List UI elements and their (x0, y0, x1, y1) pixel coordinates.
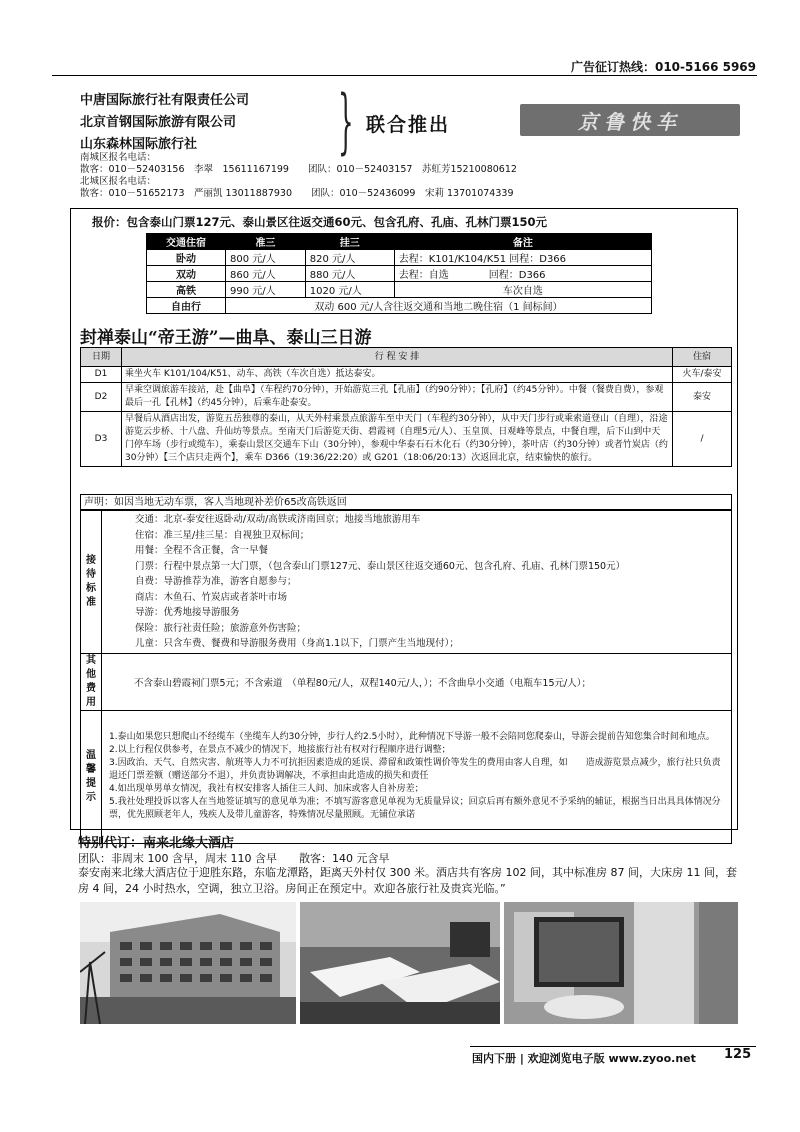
footer-divider (470, 1046, 756, 1047)
contact-line: 北城区报名电话： (80, 176, 157, 187)
free-travel-note: 双动 600 元/人含往返交通和当地二晚住宿（1 间标间） (226, 298, 652, 314)
itinerary-day: D2 (81, 383, 122, 412)
price-row (147, 282, 652, 298)
itinerary-header-row (81, 348, 732, 367)
standard-line: 儿童：只含车费、餐费和导游服务费用（身高1.1以下，门票产生当地现付）； (135, 638, 459, 649)
itinerary-stay: / (673, 412, 732, 467)
contact-line: 散客：010－51652173 严丽凯 13011887930 团队：010－52436099 宋莉 13701074339 (80, 188, 514, 199)
itinerary-day: D3 (81, 412, 122, 467)
price-header-row (147, 234, 652, 250)
price-row-label: 卧动 (147, 250, 226, 266)
price-zhun3: 860 元/人 (226, 266, 306, 282)
itinerary-header: 日期 (81, 348, 122, 367)
hotel-exterior-photo (80, 902, 296, 1024)
standard-line: 住宿：准三星/挂三星：自视独卫双标间； (135, 529, 310, 541)
hotel-photos (80, 902, 738, 1024)
hotel-description: 泰安南来北缘大酒店位于迎胜东路，东临龙潭路，距离天外村仅 300 米。酒店共有客房 102 间，其中标准房 87 间，大床房 11 间，套房 4 间，24 小时热水，空调，独立卫浴。房间正在预定中。欢迎各旅行社及贵宾光临。” (78, 866, 737, 895)
agency-name: 北京首钢国际旅游有限公司 (80, 115, 237, 130)
itinerary-plan: 早餐后从酒店出发，游览五岳独尊的泰山，从天外村乘景点旅游车至中天门（车程约30分钟），从中天门步行或乘索道登山（自理），沿途游览云步桥、十八盘、升仙坊等景点。至南天门后游览天街、碧霞祠（自理5元/人）、玉皇顶、日观峰等景点，中餐自理，后下山到中天门停车场（步行或缆车），乘泰山景区交通车下山（30分钟），参观中华泰石石木化石（约30分钟），茶叶店（约30分钟）或者竹炭店（约30分钟）【三个店只走两个】，乘车 D366（19:36/22:20）或 G201（18:06/20:13）次返回北京，结束愉快的旅行。 (122, 412, 673, 467)
contact-line: 南城区报名电话： (80, 152, 157, 163)
agency-name: 中唐国际旅行社有限责任公司 (80, 93, 250, 108)
itinerary-stay: 火车/泰安 (673, 367, 732, 383)
service-terms-table (80, 510, 732, 844)
tips-row (81, 710, 732, 843)
agency-list (80, 90, 249, 156)
itinerary-row (81, 383, 732, 412)
itinerary-row (81, 412, 732, 467)
agency-name: 山东森林国际旅行社 (80, 137, 198, 152)
special-booking-title: 特别代订：南来北缘大酒店 (78, 836, 235, 851)
price-header: 备注 (394, 234, 651, 250)
price-note: 去程：K101/K104/K51 回程：D366 (394, 250, 651, 266)
other-costs-label: 其 他 费 用 (81, 653, 102, 710)
page-number: 125 (724, 1047, 752, 1062)
tips-label: 温 馨 提 示 (81, 710, 102, 843)
price-gua3: 1020 元/人 (305, 282, 394, 298)
price-row (147, 266, 652, 282)
tip-line: 3.因政治、天气、自然灾害、航班等人力不可抗拒因素造成的延误、滞留和政策性调价等发生的费用由客人自理，如 造成游览景点减少，旅行社只负责退还门票差额（赠送部分不退），并负责协调解决，不承担由此造成的损失和责任 (109, 758, 721, 781)
footer-text: 国内下册 | 欢迎浏览电子版 www.zyoo.net (472, 1052, 696, 1065)
standard-line: 自费：导游推荐为准，游客自愿参与； (135, 576, 297, 587)
standard-line: 商店：木鱼石、竹炭店或者茶叶市场 (135, 591, 288, 603)
price-note: 车次自选 (394, 282, 651, 298)
price-row (147, 250, 652, 266)
tip-line: 5.我社处理投诉以客人在当地签证填写的意见单为准；不填写游客意见单视为无质量异议；回京后再有额外意见不予采纳的辅证，根据当日出具具体情况分票，优先照顾老年人，残疾人及带儿童游客，特殊情况尽量照顾。无铺位承诺 (109, 797, 721, 820)
price-header: 挂三 (305, 234, 394, 250)
brace-icon: } (338, 80, 354, 162)
contact-info (80, 152, 517, 200)
price-gua3: 820 元/人 (305, 250, 394, 266)
standards-label: 接 待 标 准 (81, 511, 102, 654)
standards-row (81, 511, 732, 654)
hotel-bathroom-photo (504, 902, 738, 1024)
itinerary-row (81, 367, 732, 383)
price-header: 准三 (226, 234, 306, 250)
price-row-label: 高铁 (147, 282, 226, 298)
contact-line: 散客：010－52403156 李翠 15611167199 团队：010－52403157 苏虹芳15210080612 (80, 164, 517, 175)
standard-line: 门票：行程中景点第一大门票，（包含泰山门票127元、泰山景区往返交通60元、包含孔府、孔庙、孔林门票150元） (135, 560, 626, 572)
itinerary-stay: 泰安 (673, 383, 732, 412)
price-note: 去程：自选 回程：D366 (394, 266, 651, 282)
price-title: 报价：包含泰山门票127元、泰山景区往返交通60元、包含孔府、孔庙、孔林门票150元 (92, 215, 548, 229)
special-booking-price: 团队：非周末 100 含早，周末 110 含早 散客：140 元含早 (78, 852, 390, 865)
tip-line: 2.以上行程仅供参考，在景点不减少的情况下，地接旅行社有权对行程顺序进行调整； (109, 745, 451, 755)
tip-line: 4.如出现单男单女情况，我社有权安排客人插住三人间、加床或客人自补房差； (109, 784, 424, 794)
price-table (146, 233, 652, 314)
standards-list (102, 511, 732, 654)
hotel-room-photo (300, 902, 500, 1024)
standard-line: 保险：旅行社责任险；旅游意外伤害险； (135, 622, 307, 634)
itinerary-plan: 乘坐火车 K101/104/K51、动车、高铁（车次自选）抵达泰安。 (122, 367, 673, 383)
brand-logo: 京鲁快车 (520, 104, 740, 136)
price-zhun3: 800 元/人 (226, 250, 306, 266)
itinerary-title: 封禅泰山“帝王游”—曲阜、泰山三日游 (80, 328, 372, 348)
standard-line: 用餐：全程不含正餐，含一早餐 (135, 545, 269, 556)
joint-launch-label: 联合推出 (366, 114, 451, 136)
price-header: 交通住宿 (147, 234, 226, 250)
price-row (147, 298, 652, 314)
standard-line: 导游：优秀地接导游服务 (135, 607, 240, 618)
itinerary-header: 行 程 安 排 (122, 348, 673, 367)
itinerary-header: 住宿 (673, 348, 732, 367)
tips-list (102, 710, 732, 843)
declaration: 声明：如因当地无动车票，客人当地现补差价65改高铁返回 (80, 494, 732, 510)
price-row-label: 自由行 (147, 298, 226, 314)
itinerary-day: D1 (81, 367, 122, 383)
other-costs-text: 不含泰山碧霞祠门票5元；不含索道 （单程80元/人，双程140元/人，）；不含曲阜小交通（电瓶车15元/人）； (102, 653, 732, 710)
price-zhun3: 990 元/人 (226, 282, 306, 298)
itinerary-plan: 早乘空调旅游车接站，赴【曲阜】（车程约70分钟），开始游览三孔【孔庙】（约90分钟）；【孔府】（约45分钟）。中餐（餐费自费），参观最后一孔【孔林】（约45分钟），后乘车赴泰安。 (122, 383, 673, 412)
itinerary-table (80, 347, 732, 467)
price-row-label: 双动 (147, 266, 226, 282)
other-costs-row (81, 653, 732, 710)
tip-line: 1.泰山如果您只想爬山不经缆车（坐缆车人约30分钟，步行人约2.5小时），此种情况下导游一般不会陪同您爬泰山，导游会提前告知您集合时间和地点。 (109, 732, 715, 742)
standard-line: 交通：北京-泰安往返卧动/双动/高铁或济南回京；地接当地旅游用车 (135, 514, 421, 525)
ad-hotline: 广告征订热线：010-5166 5969 (570, 60, 756, 74)
price-gua3: 880 元/人 (305, 266, 394, 282)
top-divider (52, 75, 757, 76)
